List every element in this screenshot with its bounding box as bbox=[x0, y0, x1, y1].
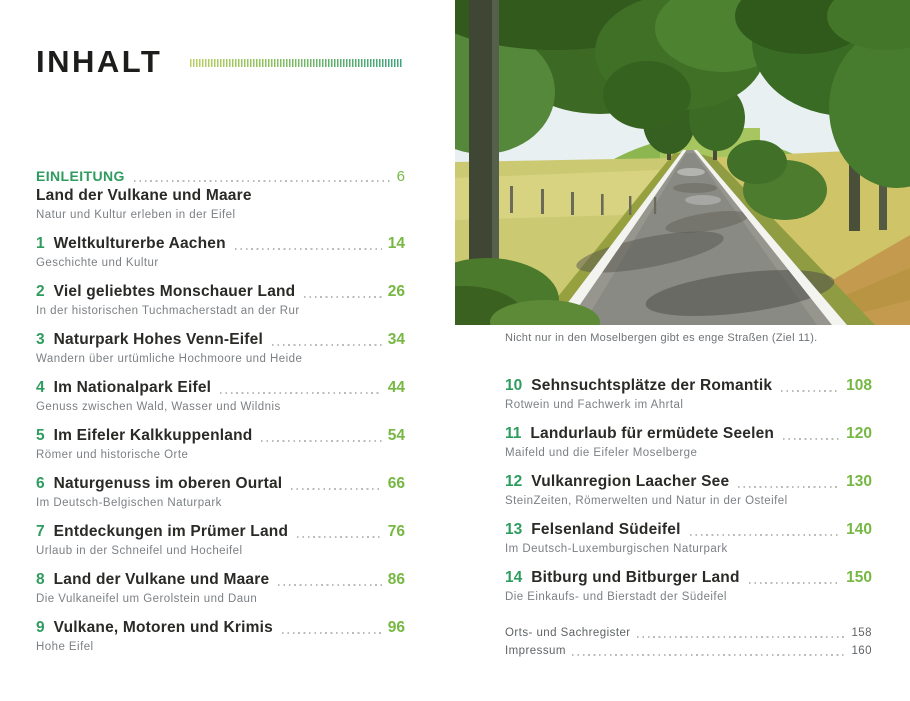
chapter-subtitle: Geschichte und Kultur bbox=[36, 257, 159, 269]
toc-left-entries bbox=[36, 235, 405, 654]
chapter-subtitle: Die Einkaufs- und Bierstadt der Südeifel bbox=[505, 591, 727, 603]
back-matter-label: Orts- und Sachregister bbox=[505, 627, 631, 639]
chapter-number: 2 bbox=[36, 283, 45, 300]
chapter-subtitle: Genuss zwischen Wald, Wasser und Wildnis bbox=[36, 401, 281, 413]
intro-subtitle: Natur und Kultur erleben in der Eifel bbox=[36, 209, 236, 221]
page-number: 86 bbox=[387, 571, 405, 588]
toc-entry bbox=[505, 425, 872, 460]
toc-right-entries bbox=[505, 377, 872, 604]
dotted-leader bbox=[738, 477, 840, 489]
back-matter-page: 158 bbox=[851, 627, 872, 639]
chapter-number: 10 bbox=[505, 377, 523, 394]
dotted-leader bbox=[261, 431, 381, 443]
intro-label: EINLEITUNG bbox=[36, 168, 125, 184]
page-number: 26 bbox=[387, 283, 405, 300]
chapter-subtitle: In der historischen Tuchmacherstadt an der Rur bbox=[36, 305, 300, 317]
chapter-subtitle: SteinZeiten, Römerwelten und Natur in der Osteifel bbox=[505, 495, 788, 507]
chapter-number: 3 bbox=[36, 331, 45, 348]
dotted-leader bbox=[272, 335, 382, 347]
toc-entry bbox=[36, 619, 405, 654]
chapter-number: 8 bbox=[36, 571, 45, 588]
page-title: INHALT bbox=[36, 44, 163, 79]
dotted-leader bbox=[297, 527, 382, 539]
dotted-leader bbox=[783, 429, 840, 441]
page-number: 66 bbox=[387, 475, 405, 492]
chapter-number: 14 bbox=[505, 569, 523, 586]
toc-entry bbox=[36, 283, 405, 318]
chapter-number: 11 bbox=[505, 425, 522, 442]
chapter-title: Naturpark Hohes Venn-Eifel bbox=[53, 331, 263, 348]
chapter-title: Felsenland Südeifel bbox=[531, 521, 681, 538]
dotted-leader bbox=[282, 623, 382, 635]
back-matter-page: 160 bbox=[851, 644, 872, 657]
chapter-subtitle: Hohe Eifel bbox=[36, 641, 94, 653]
page-number: 44 bbox=[387, 379, 405, 396]
toc-entry bbox=[36, 379, 405, 414]
chapter-title: Landurlaub für ermüdete Seelen bbox=[530, 425, 775, 442]
dotted-leader bbox=[304, 287, 381, 299]
chapter-subtitle: Im Deutsch-Luxemburgischen Naturpark bbox=[505, 543, 728, 555]
chapter-subtitle: Die Vulkaneifel um Gerolstein und Daun bbox=[36, 593, 258, 605]
dotted-leader bbox=[291, 479, 381, 491]
chapter-number: 13 bbox=[505, 521, 523, 538]
page-number: 120 bbox=[846, 425, 872, 442]
chapter-title: Sehnsuchtsplätze der Romantik bbox=[531, 377, 773, 394]
page-number: 130 bbox=[846, 473, 872, 490]
dotted-leader bbox=[278, 575, 381, 587]
chapter-number: 4 bbox=[36, 379, 45, 396]
toc-entry bbox=[36, 331, 405, 366]
dotted-leader bbox=[637, 628, 848, 640]
chapter-number: 6 bbox=[36, 475, 45, 492]
chapter-number: 1 bbox=[36, 235, 45, 252]
chapter-subtitle: Römer und historische Orte bbox=[36, 449, 189, 461]
back-matter-list bbox=[505, 625, 872, 660]
toc-right-column bbox=[505, 377, 872, 660]
toc-left-column bbox=[36, 168, 405, 667]
toc-entry bbox=[36, 475, 405, 510]
chapter-title: Land der Vulkane und Maare bbox=[53, 571, 270, 588]
photo-tree-lined-road bbox=[455, 0, 910, 325]
chapter-title: Im Nationalpark Eifel bbox=[53, 379, 212, 396]
chapter-number: 12 bbox=[505, 473, 523, 490]
chapter-title: Weltkulturerbe Aachen bbox=[53, 235, 226, 252]
toc-entry bbox=[36, 571, 405, 606]
page-number: 14 bbox=[387, 235, 405, 252]
dotted-leader bbox=[134, 171, 391, 183]
page-number: 76 bbox=[387, 523, 405, 540]
dotted-leader bbox=[220, 383, 382, 395]
title-decoration-stripes bbox=[190, 59, 403, 67]
back-matter-row bbox=[505, 643, 872, 661]
toc-entry bbox=[505, 521, 872, 556]
dotted-leader bbox=[235, 239, 382, 251]
dotted-leader bbox=[749, 573, 840, 585]
toc-entry bbox=[505, 377, 872, 412]
chapter-number: 5 bbox=[36, 427, 45, 444]
chapter-subtitle: Wandern über urtümliche Hochmoore und Heide bbox=[36, 353, 303, 365]
page-number: 108 bbox=[846, 377, 872, 394]
page-number: 150 bbox=[846, 569, 872, 586]
dotted-leader bbox=[781, 381, 840, 393]
page-number: 34 bbox=[387, 331, 405, 348]
intro-title: Land der Vulkane und Maare bbox=[36, 187, 252, 204]
chapter-title: Naturgenuss im oberen Ourtal bbox=[53, 475, 283, 492]
dotted-leader bbox=[572, 645, 848, 657]
chapter-number: 7 bbox=[36, 523, 45, 540]
chapter-title: Im Eifeler Kalkkuppenland bbox=[53, 427, 253, 444]
chapter-title: Vulkane, Motoren und Krimis bbox=[53, 619, 273, 636]
back-matter-label: Impressum bbox=[505, 644, 566, 657]
chapter-title: Vulkanregion Laacher See bbox=[531, 473, 730, 490]
toc-intro-entry bbox=[36, 168, 405, 222]
page-number: 54 bbox=[387, 427, 405, 444]
chapter-title: Bitburg und Bitburger Land bbox=[531, 569, 740, 586]
chapter-subtitle: Maifeld und die Eifeler Moselberge bbox=[505, 447, 698, 459]
chapter-subtitle: Im Deutsch-Belgischen Naturpark bbox=[36, 497, 222, 509]
back-matter-row bbox=[505, 625, 872, 643]
page-number: 140 bbox=[846, 521, 872, 538]
toc-entry bbox=[505, 473, 872, 508]
road-allee-illustration bbox=[455, 0, 910, 325]
intro-page-number: 6 bbox=[396, 168, 405, 185]
dotted-leader bbox=[690, 525, 841, 537]
chapter-subtitle: Rotwein und Fachwerk im Ahrtal bbox=[505, 399, 684, 411]
page-number: 96 bbox=[387, 619, 405, 636]
toc-entry bbox=[505, 569, 872, 604]
chapter-title: Viel geliebtes Monschauer Land bbox=[53, 283, 296, 300]
toc-entry bbox=[36, 523, 405, 558]
photo-caption: Nicht nur in den Moselbergen gibt es enge Straßen (Ziel 11). bbox=[505, 332, 818, 344]
chapter-title: Entdeckungen im Prümer Land bbox=[53, 523, 289, 540]
toc-entry bbox=[36, 427, 405, 462]
chapter-number: 9 bbox=[36, 619, 45, 636]
chapter-subtitle: Urlaub in der Schneifel und Hocheifel bbox=[36, 545, 243, 557]
toc-entry bbox=[36, 235, 405, 270]
